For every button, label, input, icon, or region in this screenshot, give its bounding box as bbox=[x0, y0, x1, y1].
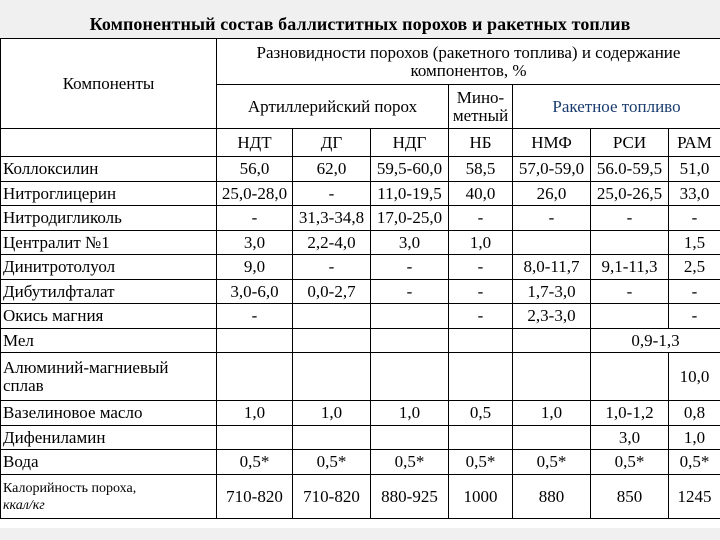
table-cell: - bbox=[591, 206, 669, 231]
composition-table bbox=[0, 38, 720, 519]
table-cell bbox=[217, 353, 293, 401]
component-name: Дифениламин bbox=[1, 426, 217, 450]
table-cell: 3,0 bbox=[371, 231, 449, 255]
table-cell bbox=[371, 353, 449, 401]
table-cell: 56,0 bbox=[217, 157, 293, 182]
header-artillery-cell bbox=[217, 85, 449, 129]
table-cell: 0,5* bbox=[217, 450, 293, 475]
col-header: НДТ bbox=[217, 129, 293, 157]
table-cell: 880-925 bbox=[371, 475, 449, 519]
table-cell bbox=[371, 426, 449, 450]
table-cell: 40,0 bbox=[449, 182, 513, 206]
table-cell: 880 bbox=[513, 475, 591, 519]
table-row bbox=[1, 231, 720, 255]
table-cell: 710-820 bbox=[293, 475, 371, 519]
table-cell: 56.0-59,5 bbox=[591, 157, 669, 182]
col-header: РСИ bbox=[591, 129, 669, 157]
header-varieties-cell bbox=[217, 39, 720, 85]
header-rocket-cell bbox=[513, 85, 720, 129]
table-cell: 1,0 bbox=[293, 401, 371, 426]
composition-table-container bbox=[0, 38, 720, 528]
table-cell: - bbox=[449, 255, 513, 280]
table-cell bbox=[217, 329, 293, 353]
table-cell: 17,0-25,0 bbox=[371, 206, 449, 231]
table-cell: 25,0-26,5 bbox=[591, 182, 669, 206]
table-cell: - bbox=[217, 304, 293, 329]
table-cell bbox=[449, 329, 513, 353]
table-cell: 0,5* bbox=[669, 450, 720, 475]
table-cell: - bbox=[293, 182, 371, 206]
table-cell: 25,0-28,0 bbox=[217, 182, 293, 206]
table-cell: 710-820 bbox=[217, 475, 293, 519]
header-varieties-line2: компонентов, % bbox=[410, 60, 527, 80]
table-cell: 9,1-11,3 bbox=[591, 255, 669, 280]
table-row bbox=[1, 182, 720, 206]
table-cell: 26,0 bbox=[513, 182, 591, 206]
table-cell: 2,2-4,0 bbox=[293, 231, 371, 255]
component-name: Вазелиновое масло bbox=[1, 401, 217, 426]
table-cell: - bbox=[513, 206, 591, 231]
header-mine-cell bbox=[449, 85, 513, 129]
table-cell: 58,5 bbox=[449, 157, 513, 182]
table-cell bbox=[513, 426, 591, 450]
table-row bbox=[1, 353, 720, 401]
table-cell bbox=[293, 353, 371, 401]
col-header: НБ bbox=[449, 129, 513, 157]
table-cell: 0,9-1,3 bbox=[591, 329, 720, 353]
table-cell: 1,0 bbox=[371, 401, 449, 426]
table-cell: 2,3-3,0 bbox=[513, 304, 591, 329]
table-cell: 57,0-59,0 bbox=[513, 157, 591, 182]
table-cell bbox=[293, 426, 371, 450]
component-name: Нитродигликоль bbox=[1, 206, 217, 231]
table-cell: - bbox=[591, 280, 669, 304]
table-cell: 8,0-11,7 bbox=[513, 255, 591, 280]
table-cell: 1245 bbox=[669, 475, 720, 519]
component-name-line1: Калорийность пороха, bbox=[3, 480, 137, 496]
table-row bbox=[1, 304, 720, 329]
component-name: Коллоксилин bbox=[1, 157, 217, 182]
table-row bbox=[1, 157, 720, 182]
table-cell bbox=[513, 329, 591, 353]
table-cell: 33,0 bbox=[669, 182, 720, 206]
table-cell bbox=[217, 426, 293, 450]
header-rocket: Ракетное топливо bbox=[552, 96, 681, 116]
component-name-line2: сплав bbox=[3, 375, 44, 395]
table-cell: - bbox=[293, 255, 371, 280]
header-row-1 bbox=[1, 39, 720, 85]
component-name: Нитроглицерин bbox=[1, 182, 217, 206]
table-cell: 51,0 bbox=[669, 157, 720, 182]
table-row bbox=[1, 475, 720, 519]
table-cell: 850 bbox=[591, 475, 669, 519]
component-name: Мел bbox=[1, 329, 217, 353]
table-cell: 1,0 bbox=[449, 231, 513, 255]
table-cell: 2,5 bbox=[669, 255, 720, 280]
table-cell bbox=[371, 329, 449, 353]
table-cell: 3,0-6,0 bbox=[217, 280, 293, 304]
table-cell: 3,0 bbox=[591, 426, 669, 450]
component-name bbox=[1, 475, 217, 519]
table-cell: - bbox=[371, 255, 449, 280]
table-row bbox=[1, 206, 720, 231]
table-row bbox=[1, 280, 720, 304]
table-cell: 9,0 bbox=[217, 255, 293, 280]
table-cell: - bbox=[217, 206, 293, 231]
table-row bbox=[1, 329, 720, 353]
header-mine-line1: Мино- bbox=[456, 87, 505, 107]
table-cell: 11,0-19,5 bbox=[371, 182, 449, 206]
table-row bbox=[1, 401, 720, 426]
table-cell: - bbox=[449, 206, 513, 231]
component-name-line1: Алюминий-магниевый bbox=[3, 357, 169, 377]
table-cell bbox=[293, 304, 371, 329]
table-cell: 1,7-3,0 bbox=[513, 280, 591, 304]
table-cell: - bbox=[669, 280, 720, 304]
table-cell bbox=[371, 304, 449, 329]
table-cell: 0,5 bbox=[449, 401, 513, 426]
component-name-line2: ккал/кг bbox=[3, 497, 45, 513]
table-cell: 0,5* bbox=[449, 450, 513, 475]
table-cell bbox=[591, 353, 669, 401]
table-cell: 31,3-34,8 bbox=[293, 206, 371, 231]
component-name: Динитротолуол bbox=[1, 255, 217, 280]
header-varieties-line1: Разновидности порохов (ракетного топлива) и содержание bbox=[256, 42, 681, 62]
col-header: ДГ bbox=[293, 129, 371, 157]
col-header: НМФ bbox=[513, 129, 591, 157]
table-cell: - bbox=[449, 304, 513, 329]
table-cell bbox=[513, 353, 591, 401]
col-header: НДГ bbox=[371, 129, 449, 157]
header-empty-cell bbox=[1, 129, 217, 157]
table-cell: 1,0-1,2 bbox=[591, 401, 669, 426]
component-name: Централит №1 bbox=[1, 231, 217, 255]
component-name: Окись магния bbox=[1, 304, 217, 329]
table-cell: 1,0 bbox=[669, 426, 720, 450]
header-components-cell bbox=[1, 39, 217, 129]
table-row bbox=[1, 255, 720, 280]
table-cell bbox=[449, 426, 513, 450]
component-name: Вода bbox=[1, 450, 217, 475]
table-cell: 0,5* bbox=[513, 450, 591, 475]
col-header: РАМ bbox=[669, 129, 720, 157]
table-row bbox=[1, 450, 720, 475]
header-artillery: Артиллерийский порох bbox=[247, 96, 418, 116]
header-mine-line2: метный bbox=[452, 105, 509, 125]
table-row bbox=[1, 426, 720, 450]
table-cell: 10,0 bbox=[669, 353, 720, 401]
table-cell: 1,5 bbox=[669, 231, 720, 255]
table-cell: 59,5-60,0 bbox=[371, 157, 449, 182]
table-cell: 0,5* bbox=[371, 450, 449, 475]
component-name: Дибутилфталат bbox=[1, 280, 217, 304]
table-cell: 0,0-2,7 bbox=[293, 280, 371, 304]
table-cell bbox=[293, 329, 371, 353]
table-cell: - bbox=[449, 280, 513, 304]
table-cell: - bbox=[669, 206, 720, 231]
table-cell: 3,0 bbox=[217, 231, 293, 255]
table-cell: 0,8 bbox=[669, 401, 720, 426]
table-cell: 1,0 bbox=[513, 401, 591, 426]
table-cell: - bbox=[669, 304, 720, 329]
table-cell: 0,5* bbox=[591, 450, 669, 475]
table-cell bbox=[449, 353, 513, 401]
header-row-3 bbox=[1, 129, 720, 157]
table-cell: 62,0 bbox=[293, 157, 371, 182]
table-cell bbox=[591, 231, 669, 255]
table-cell bbox=[591, 304, 669, 329]
component-name bbox=[1, 353, 217, 401]
slide-title: Компонентный состав баллиститных порохов и ракетных топлив bbox=[89, 14, 631, 34]
table-cell: 1000 bbox=[449, 475, 513, 519]
table-cell bbox=[513, 231, 591, 255]
table-cell: 0,5* bbox=[293, 450, 371, 475]
table-cell: 1,0 bbox=[217, 401, 293, 426]
header-components: Компоненты bbox=[62, 73, 155, 93]
table-cell: - bbox=[371, 280, 449, 304]
